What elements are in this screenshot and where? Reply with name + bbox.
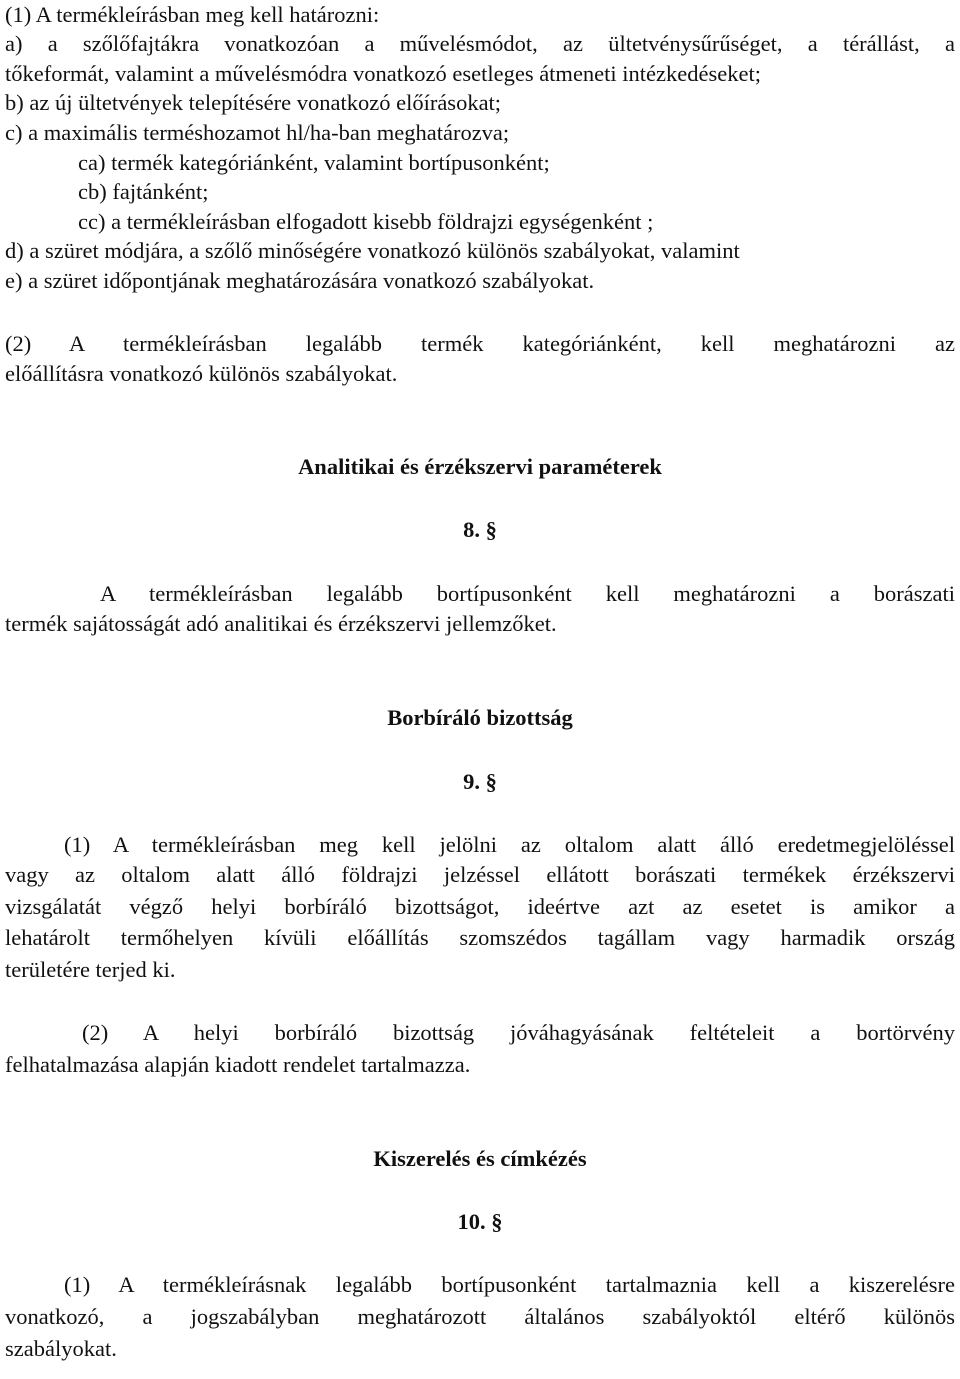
paragraph-line: termék sajátosságát adó analitikai és érzékszervi jellemzőket. xyxy=(5,611,557,636)
sub-list-item: cb) fajtánként; xyxy=(78,179,209,204)
paragraph-line: tőkeformát, valamint a művelésmódra vonatkozó esetleges átmeneti intézkedéseket; xyxy=(5,61,761,86)
section-heading: Analitikai és érzékszervi paraméterek xyxy=(298,454,662,479)
paragraph-line: (1) A termékleírásban meg kell határozni: xyxy=(5,2,380,27)
paragraph-line: területére terjed ki. xyxy=(5,957,176,982)
paragraph-line: (1) A termékleírásban meg kell jelölni az oltalom alatt álló eredetmegjelöléssel xyxy=(64,832,955,857)
paragraph-line: (2) A termékleírásban legalább termék kategóriánként, kell meghatározni az xyxy=(5,331,955,356)
paragraph-line: a) a szőlőfajtákra vonatkozóan a művelésmódot, az ültetvénysűrűséget, a térállást, a xyxy=(5,31,955,56)
list-item: e) a szüret időpontjának meghatározására vonatkozó szabályokat. xyxy=(5,268,595,293)
paragraph-line: lehatárolt termőhelyen kívüli előállítás szomszédos tagállam vagy harmadik ország xyxy=(5,925,955,950)
list-item: c) a maximális terméshozamot hl/ha-ban meghatározva; xyxy=(5,120,510,145)
paragraph-line: előállításra vonatkozó különös szabályokat. xyxy=(5,361,398,386)
list-item: d) a szüret módjára, a szőlő minőségére vonatkozó különös szabályokat, valamint xyxy=(5,238,740,263)
paragraph-line: felhatalmazása alapján kiadott rendelet tartalmazza. xyxy=(5,1052,471,1077)
section-number: 10. § xyxy=(457,1209,503,1234)
paragraph-line: (2) A helyi borbíráló bizottság jóváhagyásának feltételeit a bortörvény xyxy=(82,1020,955,1045)
paragraph-line: vizsgálatát végző helyi borbíráló bizottságot, ideértve azt az esetet is amikor a xyxy=(5,894,955,919)
section-number: 9. § xyxy=(463,769,497,794)
paragraph-line: vagy az oltalom alatt álló földrajzi jelzéssel ellátott borászati termékek érzékszervi xyxy=(5,862,955,887)
list-item: b) az új ültetvények telepítésére vonatkozó előírásokat; xyxy=(5,90,502,115)
sub-list-item: ca) termék kategóriánként, valamint bortípusonként; xyxy=(78,150,550,175)
paragraph-line: vonatkozó, a jogszabályban meghatározott általános szabályoktól eltérő különös xyxy=(5,1304,955,1329)
paragraph-line: (1) A termékleírásnak legalább bortípusonként tartalmaznia kell a kiszerelésre xyxy=(64,1272,955,1297)
section-heading: Borbíráló bizottság xyxy=(387,705,573,730)
sub-list-item: cc) a termékleírásban elfogadott kisebb földrajzi egységenként ; xyxy=(78,209,654,234)
paragraph-line: szabályokat. xyxy=(5,1336,117,1361)
section-heading: Kiszerelés és címkézés xyxy=(373,1146,587,1171)
section-number: 8. § xyxy=(463,517,497,542)
paragraph-line: A termékleírásban legalább bortípusonként kell meghatározni a borászati xyxy=(100,581,955,606)
